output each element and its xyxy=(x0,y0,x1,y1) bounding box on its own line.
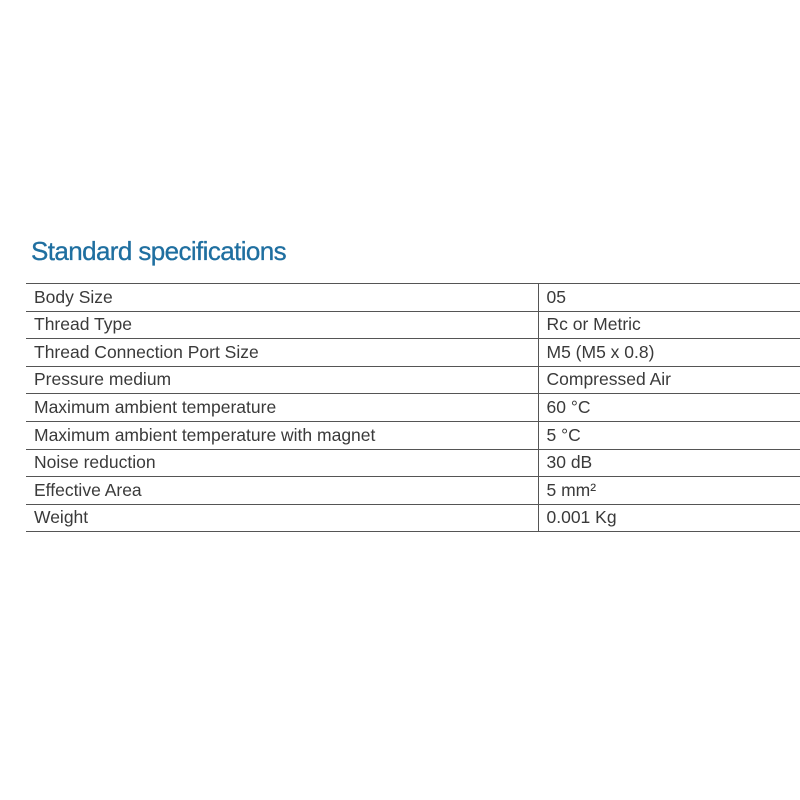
table-row xyxy=(26,477,800,505)
table-row xyxy=(26,311,800,339)
spec-label: Effective Area xyxy=(26,477,538,505)
spec-label: Weight xyxy=(26,504,538,532)
spec-value: 60 °C xyxy=(538,394,800,422)
spec-value: Rc or Metric xyxy=(538,311,800,339)
spec-label: Noise reduction xyxy=(26,449,538,477)
spec-value: 0.001 Kg xyxy=(538,504,800,532)
specifications-table xyxy=(26,283,800,532)
table-row xyxy=(26,394,800,422)
spec-value: 05 xyxy=(538,284,800,312)
spec-value: 30 dB xyxy=(538,449,800,477)
spec-label: Thread Connection Port Size xyxy=(26,339,538,367)
spec-label: Body Size xyxy=(26,284,538,312)
spec-label: Maximum ambient temperature with magnet xyxy=(26,421,538,449)
spec-value: Compressed Air xyxy=(538,366,800,394)
table-row xyxy=(26,339,800,367)
spec-value: 5 mm² xyxy=(538,477,800,505)
table-row xyxy=(26,504,800,532)
spec-value: 5 °C xyxy=(538,421,800,449)
spec-value: M5 (M5 x 0.8) xyxy=(538,339,800,367)
table-row xyxy=(26,421,800,449)
table-row xyxy=(26,449,800,477)
spec-label: Thread Type xyxy=(26,311,538,339)
page-title: Standard specifications xyxy=(31,236,287,266)
table-row xyxy=(26,366,800,394)
spec-label: Pressure medium xyxy=(26,366,538,394)
spec-label: Maximum ambient temperature xyxy=(26,394,538,422)
table-row xyxy=(26,284,800,312)
